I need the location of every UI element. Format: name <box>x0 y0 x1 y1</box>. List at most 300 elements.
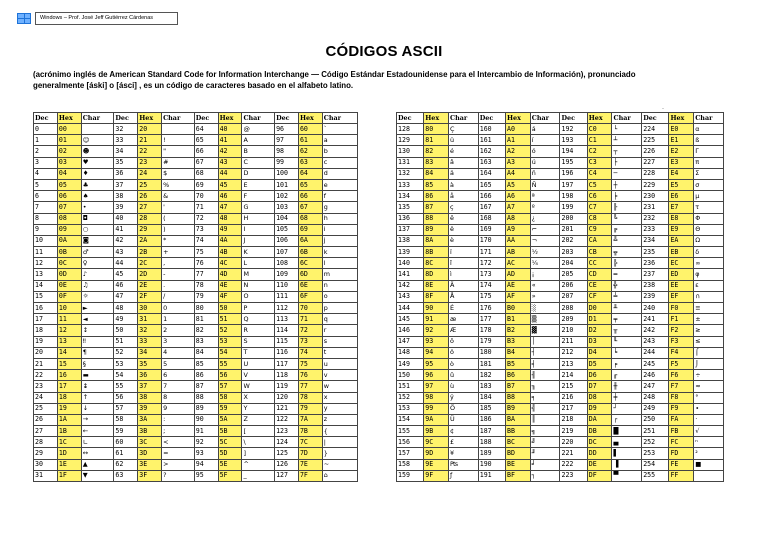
cell-hex: AB <box>505 247 530 258</box>
cell-dec: 169 <box>478 224 505 235</box>
cell-hex: F8 <box>669 392 694 403</box>
cell-hex: AD <box>505 269 530 280</box>
cell-char: 7 <box>162 381 195 392</box>
cell-dec: 193 <box>560 135 587 146</box>
cell-dec: 80 <box>194 303 218 314</box>
cell-char: T <box>242 347 275 358</box>
cell-dec: 186 <box>478 414 505 425</box>
cell-hex: D8 <box>587 392 612 403</box>
cell-dec: 245 <box>642 358 669 369</box>
cell-char: _ <box>242 470 275 481</box>
cell-dec: 196 <box>560 168 587 179</box>
table-row <box>34 470 358 481</box>
cell-char: Y <box>242 403 275 414</box>
cell-hex: B4 <box>505 347 530 358</box>
table-row <box>397 414 724 425</box>
cell-char: = <box>162 448 195 459</box>
cell-hex: 92 <box>424 325 449 336</box>
cell-dec: 170 <box>478 235 505 246</box>
cell-char: n <box>322 280 357 291</box>
cell-char: £ <box>449 437 479 448</box>
table-row <box>34 247 358 258</box>
cell-hex: 43 <box>218 157 242 168</box>
cell-char: ª <box>530 191 560 202</box>
cell-char: ¥ <box>449 448 479 459</box>
cell-hex: F0 <box>669 303 694 314</box>
cell-dec: 95 <box>194 470 218 481</box>
cell-dec: 236 <box>642 258 669 269</box>
cell-char: τ <box>694 202 724 213</box>
cell-hex: 76 <box>298 370 322 381</box>
cell-char: ╢ <box>530 370 560 381</box>
cell-char: Φ <box>694 213 724 224</box>
cell-dec: 194 <box>560 146 587 157</box>
table-row <box>34 146 358 157</box>
cell-char: δ <box>694 247 724 258</box>
cell-char: ¼ <box>530 258 560 269</box>
cell-dec: 132 <box>397 168 424 179</box>
cell-char: ╕ <box>530 392 560 403</box>
cell-dec: 8 <box>34 213 58 224</box>
cell-hex: FE <box>669 459 694 470</box>
cell-dec: 139 <box>397 247 424 258</box>
cell-char: % <box>162 179 195 190</box>
cell-char: U <box>242 358 275 369</box>
cell-hex: 1B <box>57 426 81 437</box>
cell-hex: 84 <box>424 168 449 179</box>
cell-hex: 69 <box>298 224 322 235</box>
cell-char: ┬ <box>612 146 642 157</box>
cell-dec: 87 <box>194 381 218 392</box>
cell-dec: 103 <box>275 202 299 213</box>
cell-hex: F3 <box>669 336 694 347</box>
cell-dec: 159 <box>397 470 424 481</box>
cell-char: φ <box>694 269 724 280</box>
cell-char: ç <box>449 202 479 213</box>
col-header-dec: Dec <box>34 113 58 124</box>
cell-char: G <box>242 202 275 213</box>
cell-hex: 25 <box>138 179 162 190</box>
cell-dec: 91 <box>194 426 218 437</box>
table-row <box>34 258 358 269</box>
cell-dec: 251 <box>642 426 669 437</box>
cell-hex: B1 <box>505 314 530 325</box>
cell-char: 9 <box>162 403 195 414</box>
cell-hex: 96 <box>424 370 449 381</box>
cell-char: i <box>322 224 357 235</box>
cell-dec: 195 <box>560 157 587 168</box>
cell-char: X <box>242 392 275 403</box>
cell-dec: 24 <box>34 392 58 403</box>
cell-dec: 43 <box>114 247 138 258</box>
cell-hex: 6F <box>298 291 322 302</box>
cell-dec: 112 <box>275 303 299 314</box>
cell-char: ± <box>694 314 724 325</box>
cell-char: , <box>162 258 195 269</box>
cell-char: Γ <box>694 146 724 157</box>
table-row <box>34 448 358 459</box>
cell-hex: 58 <box>218 392 242 403</box>
cell-char: ╗ <box>530 426 560 437</box>
cell-char: ♫ <box>81 280 114 291</box>
cell-char: o <box>322 291 357 302</box>
cell-dec: 14 <box>34 280 58 291</box>
cell-dec: 210 <box>560 325 587 336</box>
col-header-char: Char <box>694 113 724 124</box>
cell-dec: 106 <box>275 235 299 246</box>
cell-hex: 15 <box>57 358 81 369</box>
cell-hex: 10 <box>57 303 81 314</box>
cell-hex: 80 <box>424 124 449 135</box>
cell-char: ' <box>162 202 195 213</box>
cell-char: ⌂ <box>322 470 357 481</box>
cell-dec: 51 <box>114 336 138 347</box>
table-row <box>397 146 724 157</box>
cell-hex: 63 <box>298 157 322 168</box>
cell-dec: 222 <box>560 459 587 470</box>
cell-dec: 78 <box>194 280 218 291</box>
cell-hex: B0 <box>505 303 530 314</box>
cell-char: ∞ <box>694 258 724 269</box>
cell-char: t <box>322 347 357 358</box>
cell-hex: DA <box>587 414 612 425</box>
cell-hex: 0C <box>57 258 81 269</box>
cell-dec: 182 <box>478 370 505 381</box>
col-header-char: Char <box>162 113 195 124</box>
cell-char: ◙ <box>81 235 114 246</box>
cell-dec: 160 <box>478 124 505 135</box>
cell-hex: 47 <box>218 202 242 213</box>
cell-dec: 13 <box>34 269 58 280</box>
cell-dec: 111 <box>275 291 299 302</box>
col-header-dec: Dec <box>114 113 138 124</box>
cell-dec: 157 <box>397 448 424 459</box>
cell-hex: 00 <box>57 124 81 135</box>
cell-char: ² <box>694 448 724 459</box>
cell-char: å <box>449 191 479 202</box>
cell-hex: 48 <box>218 213 242 224</box>
cell-hex: 26 <box>138 191 162 202</box>
cell-char: ╡ <box>530 358 560 369</box>
cell-hex: 3C <box>138 437 162 448</box>
table-row <box>34 370 358 381</box>
cell-dec: 180 <box>478 347 505 358</box>
cell-hex: 4D <box>218 269 242 280</box>
cell-char: ■ <box>694 459 724 470</box>
table-row <box>34 213 358 224</box>
stray-dot: · <box>662 106 664 112</box>
ascii-table-right <box>396 112 724 482</box>
cell-char: { <box>322 426 357 437</box>
cell-dec: 114 <box>275 325 299 336</box>
col-header-char: Char <box>242 113 275 124</box>
cell-char: d <box>322 168 357 179</box>
cell-dec: 38 <box>114 191 138 202</box>
col-header-dec: Dec <box>478 113 505 124</box>
cell-dec: 230 <box>642 191 669 202</box>
cell-hex: D5 <box>587 358 612 369</box>
cell-hex: 51 <box>218 314 242 325</box>
cell-char: ▲ <box>81 459 114 470</box>
cell-dec: 5 <box>34 179 58 190</box>
cell-char: 6 <box>162 370 195 381</box>
cell-hex: 2B <box>138 247 162 258</box>
cell-dec: 165 <box>478 179 505 190</box>
cell-dec: 200 <box>560 213 587 224</box>
cell-dec: 69 <box>194 179 218 190</box>
cell-hex: 07 <box>57 202 81 213</box>
cell-char: ╥ <box>612 325 642 336</box>
table-row <box>397 135 724 146</box>
cell-char: ╓ <box>612 370 642 381</box>
cell-dec: 48 <box>114 303 138 314</box>
cell-dec: 173 <box>478 269 505 280</box>
cell-dec: 131 <box>397 157 424 168</box>
cell-dec: 81 <box>194 314 218 325</box>
cell-dec: 185 <box>478 403 505 414</box>
cell-dec: 2 <box>34 146 58 157</box>
cell-dec: 234 <box>642 235 669 246</box>
cell-char: 5 <box>162 358 195 369</box>
cell-char: ½ <box>530 247 560 258</box>
cell-hex: E1 <box>669 135 694 146</box>
cell-char: σ <box>694 179 724 190</box>
table-row <box>397 213 724 224</box>
cell-char: ‼ <box>81 336 114 347</box>
cell-hex: 9A <box>424 414 449 425</box>
cell-dec: 126 <box>275 459 299 470</box>
cell-char <box>694 470 724 481</box>
cell-dec: 153 <box>397 403 424 414</box>
cell-hex: 23 <box>138 157 162 168</box>
cell-char: ï <box>449 247 479 258</box>
cell-char <box>81 124 114 135</box>
cell-hex: 16 <box>57 370 81 381</box>
cell-hex: 06 <box>57 191 81 202</box>
cell-hex: 4F <box>218 291 242 302</box>
table-row <box>397 224 724 235</box>
table-row <box>34 291 358 302</box>
cell-dec: 21 <box>34 358 58 369</box>
cell-char: ñ <box>530 168 560 179</box>
cell-dec: 4 <box>34 168 58 179</box>
cell-hex: 9F <box>424 470 449 481</box>
cell-dec: 167 <box>478 202 505 213</box>
cell-char: B <box>242 146 275 157</box>
cell-char: Ç <box>449 124 479 135</box>
cell-hex: 46 <box>218 191 242 202</box>
cell-dec: 42 <box>114 235 138 246</box>
cell-hex: 49 <box>218 224 242 235</box>
cell-char: ε <box>694 280 724 291</box>
cell-char: ┌ <box>612 414 642 425</box>
cell-hex: D7 <box>587 381 612 392</box>
cell-hex: 8A <box>424 235 449 246</box>
cell-char: $ <box>162 168 195 179</box>
cell-hex: 66 <box>298 191 322 202</box>
cell-hex: 03 <box>57 157 81 168</box>
cell-dec: 89 <box>194 403 218 414</box>
cell-hex: 50 <box>218 303 242 314</box>
cell-hex: 71 <box>298 314 322 325</box>
cell-hex: 05 <box>57 179 81 190</box>
cell-dec: 249 <box>642 403 669 414</box>
cell-char: Æ <box>449 325 479 336</box>
cell-hex: 88 <box>424 213 449 224</box>
cell-hex: 3A <box>138 414 162 425</box>
cell-dec: 10 <box>34 235 58 246</box>
cell-hex: EB <box>669 247 694 258</box>
cell-dec: 255 <box>642 470 669 481</box>
cell-dec: 224 <box>642 124 669 135</box>
col-header-char: Char <box>612 113 642 124</box>
cell-hex: 8E <box>424 280 449 291</box>
cell-char: k <box>322 247 357 258</box>
cell-char: s <box>322 336 357 347</box>
cell-hex: 2C <box>138 258 162 269</box>
cell-char: a <box>322 135 357 146</box>
cell-dec: 101 <box>275 179 299 190</box>
cell-dec: 227 <box>642 157 669 168</box>
cell-char: ▐ <box>612 459 642 470</box>
cell-hex: 9B <box>424 426 449 437</box>
cell-hex: B6 <box>505 370 530 381</box>
table-row <box>397 426 724 437</box>
table-row <box>34 392 358 403</box>
cell-char: l <box>322 258 357 269</box>
cell-char: f <box>322 191 357 202</box>
table-row <box>34 336 358 347</box>
col-header-dec: Dec <box>560 113 587 124</box>
table-row <box>34 235 358 246</box>
table-row <box>34 314 358 325</box>
cell-dec: 1 <box>34 135 58 146</box>
cell-hex: A6 <box>505 191 530 202</box>
cell-dec: 142 <box>397 280 424 291</box>
cell-char: ┤ <box>530 347 560 358</box>
table-row <box>397 157 724 168</box>
cell-dec: 116 <box>275 347 299 358</box>
cell-dec: 129 <box>397 135 424 146</box>
cell-char <box>162 124 195 135</box>
cell-hex: 89 <box>424 224 449 235</box>
table-row <box>397 448 724 459</box>
cell-dec: 113 <box>275 314 299 325</box>
table-row <box>397 179 724 190</box>
cell-hex: 65 <box>298 179 322 190</box>
cell-dec: 156 <box>397 437 424 448</box>
cell-char: ò <box>449 358 479 369</box>
table-row <box>397 191 724 202</box>
table-row <box>34 135 358 146</box>
window-header <box>17 11 178 26</box>
cell-dec: 213 <box>560 358 587 369</box>
cell-dec: 203 <box>560 247 587 258</box>
cell-dec: 247 <box>642 381 669 392</box>
cell-hex: EC <box>669 258 694 269</box>
cell-dec: 253 <box>642 448 669 459</box>
cell-char: í <box>530 135 560 146</box>
col-header-char: Char <box>449 113 479 124</box>
cell-dec: 23 <box>34 381 58 392</box>
cell-char: Ω <box>694 235 724 246</box>
cell-char: ↓ <box>81 403 114 414</box>
cell-dec: 102 <box>275 191 299 202</box>
cell-dec: 208 <box>560 303 587 314</box>
cell-hex: BE <box>505 459 530 470</box>
cell-char: ░ <box>530 303 560 314</box>
table-row <box>397 336 724 347</box>
cell-char: 2 <box>162 325 195 336</box>
cell-hex: 9E <box>424 459 449 470</box>
cell-hex: 2A <box>138 235 162 246</box>
cell-char: g <box>322 202 357 213</box>
cell-dec: 62 <box>114 459 138 470</box>
cell-char: ù <box>449 381 479 392</box>
cell-hex: A5 <box>505 179 530 190</box>
cell-hex: 02 <box>57 146 81 157</box>
col-header-hex: Hex <box>669 113 694 124</box>
cell-hex: 35 <box>138 358 162 369</box>
cell-char: ♠ <box>81 191 114 202</box>
cell-char: ∩ <box>694 291 724 302</box>
cell-dec: 122 <box>275 414 299 425</box>
cell-char: ► <box>81 303 114 314</box>
cell-char: ä <box>449 168 479 179</box>
cell-hex: 0A <box>57 235 81 246</box>
cell-hex: 74 <box>298 347 322 358</box>
cell-dec: 127 <box>275 470 299 481</box>
table-row <box>397 403 724 414</box>
cell-char: · <box>694 414 724 425</box>
cell-dec: 88 <box>194 392 218 403</box>
cell-char: ë <box>449 224 479 235</box>
cell-dec: 183 <box>478 381 505 392</box>
cell-char: § <box>81 358 114 369</box>
cell-char: é <box>449 146 479 157</box>
cell-hex: 75 <box>298 358 322 369</box>
cell-char: ♥ <box>81 157 114 168</box>
table-row <box>34 168 358 179</box>
cell-hex: EE <box>669 280 694 291</box>
cell-char: √ <box>694 426 724 437</box>
cell-hex: 7D <box>298 448 322 459</box>
cell-char: æ <box>449 314 479 325</box>
cell-char: ┼ <box>612 179 642 190</box>
cell-dec: 90 <box>194 414 218 425</box>
cell-dec: 71 <box>194 202 218 213</box>
cell-hex: 77 <box>298 381 322 392</box>
cell-hex: D4 <box>587 347 612 358</box>
cell-dec: 151 <box>397 381 424 392</box>
cell-hex: D9 <box>587 403 612 414</box>
cell-char: « <box>530 280 560 291</box>
cell-dec: 63 <box>114 470 138 481</box>
cell-hex: 9D <box>424 448 449 459</box>
table-row <box>34 325 358 336</box>
cell-dec: 184 <box>478 392 505 403</box>
cell-char: # <box>162 157 195 168</box>
cell-dec: 22 <box>34 370 58 381</box>
cell-hex: D3 <box>587 336 612 347</box>
cell-char: ÿ <box>449 392 479 403</box>
cell-dec: 241 <box>642 314 669 325</box>
cell-char: P <box>242 303 275 314</box>
cell-hex: D2 <box>587 325 612 336</box>
cell-hex: 99 <box>424 403 449 414</box>
cell-dec: 162 <box>478 146 505 157</box>
cell-dec: 190 <box>478 459 505 470</box>
